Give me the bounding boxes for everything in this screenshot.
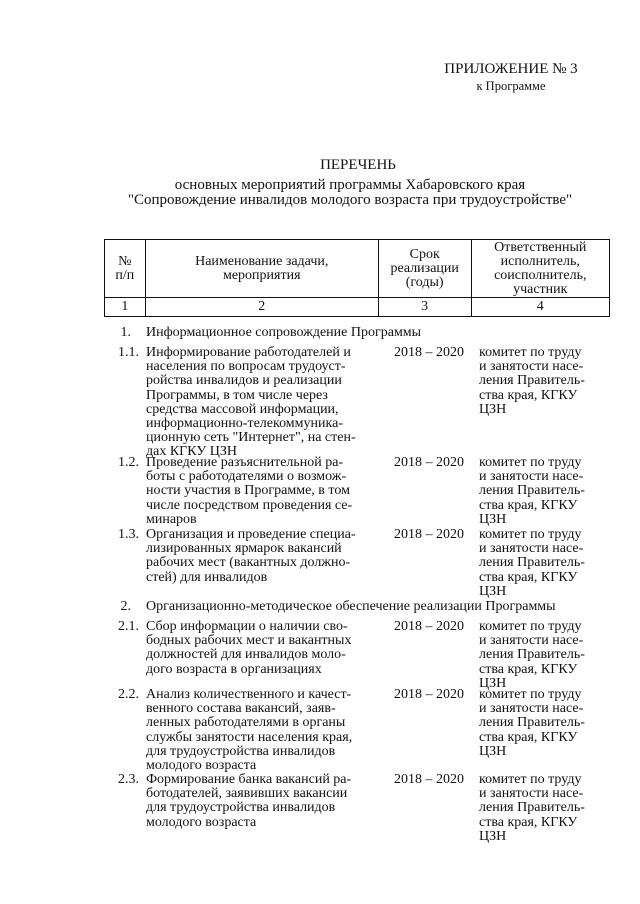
- header-responsible: [471, 240, 609, 298]
- resp-line: и занятости насе-: [479, 786, 584, 802]
- task-line: ности участия в Программе, в том: [146, 483, 350, 499]
- column-number: 1: [105, 298, 146, 317]
- resp-line: комитет по труду: [479, 772, 582, 787]
- row-years: 2018 – 2020: [394, 455, 464, 470]
- appendix-header: [436, 61, 586, 94]
- resp-line: ления Правитель-: [479, 800, 585, 816]
- row-responsible: [479, 346, 599, 417]
- column-number: 2: [145, 298, 378, 317]
- row-number: 1.1.: [118, 345, 139, 360]
- resp-line: ления Правитель-: [479, 715, 585, 731]
- task-line: Сбор информации о наличии сво-: [146, 619, 348, 634]
- table-header: [104, 239, 610, 317]
- section-title: Информационное сопровождение Программы: [146, 325, 422, 340]
- section-number: 1.: [120, 325, 131, 340]
- resp-line: и занятости насе-: [479, 359, 584, 375]
- header-line: Ответственный: [494, 239, 587, 255]
- row-responsible: [479, 773, 599, 844]
- resp-line: ства края, КГКУ: [479, 497, 578, 513]
- resp-line: ЦЗН: [479, 583, 507, 599]
- task-line: дого возраста в организациях: [146, 661, 322, 677]
- task-line: ленных работодателями в органы: [146, 715, 346, 731]
- row-task: [146, 456, 378, 527]
- task-line: венного состава вакансий, заяв-: [146, 701, 336, 717]
- appendix-subtitle: к Программе: [476, 79, 546, 93]
- subtitle-line: "Сопровождение инвалидов молодого возраста при трудоустройстве": [127, 192, 573, 208]
- task-line: населения по вопросам трудоуст-: [146, 359, 346, 375]
- task-line: Организация и проведение специа-: [146, 527, 356, 542]
- task-line: бодных рабочих мест и вакантных: [146, 633, 352, 649]
- task-line: Проведение разъяснительной ра-: [146, 455, 344, 470]
- resp-line: и занятости насе-: [479, 633, 584, 649]
- task-line: дах КГКУ ЦЗН: [146, 444, 237, 460]
- row-task: [146, 620, 378, 677]
- subtitle-line: основных мероприятий программы Хабаровского края: [174, 177, 526, 193]
- document-title: ПЕРЕЧЕНЬ: [320, 157, 396, 173]
- task-line: ботодателей, заявивших вакансии: [146, 786, 348, 802]
- task-line: средства массовой информации,: [146, 401, 339, 417]
- header-line: реализации: [390, 260, 459, 276]
- row-years: 2018 – 2020: [394, 772, 464, 787]
- row-responsible: [479, 620, 599, 691]
- header-line: №: [118, 253, 132, 269]
- row-task: [146, 688, 378, 773]
- row-years: 2018 – 2020: [394, 345, 464, 360]
- task-line: службы занятости населения края,: [146, 729, 353, 745]
- task-line: ционную сеть "Интернет", на стен-: [146, 430, 356, 446]
- column-number-row: [105, 298, 610, 317]
- task-line: ройства инвалидов и реализации: [146, 373, 342, 389]
- resp-line: ЦЗН: [479, 675, 507, 691]
- resp-line: ЦЗН: [479, 828, 507, 844]
- row-years: 2018 – 2020: [394, 687, 464, 702]
- task-line: лизированных ярмарок вакансий: [146, 541, 342, 557]
- row-number: 2.1.: [118, 619, 139, 634]
- header-line: п/п: [115, 267, 135, 283]
- task-line: молодого возраста: [146, 814, 257, 830]
- column-number: 3: [378, 298, 471, 317]
- resp-line: комитет по труду: [479, 345, 582, 360]
- row-responsible: [479, 456, 599, 527]
- resp-line: ления Правитель-: [479, 647, 585, 663]
- task-line: Формирование банка вакансий ра-: [146, 772, 352, 787]
- task-line: боты с работодателями о возмож-: [146, 469, 347, 485]
- row-years: 2018 – 2020: [394, 527, 464, 542]
- row-task: [146, 346, 378, 460]
- resp-line: ЦЗН: [479, 743, 507, 759]
- resp-line: ЦЗН: [479, 401, 507, 417]
- task-line: рабочих мест (вакантных должно-: [146, 555, 351, 571]
- resp-line: комитет по труду: [479, 619, 582, 634]
- header-num: [105, 240, 146, 298]
- resp-line: ства края, КГКУ: [479, 661, 578, 677]
- header-line: мероприятия: [222, 267, 301, 283]
- task-line: минаров: [146, 511, 197, 527]
- resp-line: комитет по труду: [479, 455, 582, 470]
- header-line: (годы): [405, 274, 444, 290]
- header-line: Наименование задачи,: [195, 253, 329, 269]
- header-name: [145, 240, 378, 298]
- row-number: 2.3.: [118, 772, 139, 787]
- header-term: [378, 240, 471, 298]
- resp-line: ства края, КГКУ: [479, 569, 578, 585]
- row-responsible: [479, 688, 599, 759]
- row-number: 2.2.: [118, 687, 139, 702]
- resp-line: комитет по труду: [479, 527, 582, 542]
- header-line: Срок: [409, 246, 440, 262]
- task-line: для трудоустройства инвалидов: [146, 800, 336, 816]
- row-task: [146, 773, 378, 830]
- resp-line: ления Правитель-: [479, 555, 585, 571]
- resp-line: ства края, КГКУ: [479, 729, 578, 745]
- task-line: молодого возраста: [146, 758, 257, 774]
- task-line: стей) для инвалидов: [146, 569, 268, 585]
- task-line: числе посредством проведения се-: [146, 497, 353, 513]
- resp-line: ства края, КГКУ: [479, 387, 578, 403]
- row-number: 1.2.: [118, 455, 139, 470]
- task-line: Информирование работодателей и: [146, 345, 351, 360]
- resp-line: ЦЗН: [479, 511, 507, 527]
- task-line: информационно-телекоммуника-: [146, 416, 343, 432]
- header-line: исполнитель,: [500, 253, 580, 269]
- header-line: участник: [513, 281, 568, 297]
- column-number: 4: [471, 298, 609, 317]
- section-title: Организационно-методическое обеспечение реализации Программы: [146, 599, 556, 614]
- resp-line: ства края, КГКУ: [479, 814, 578, 830]
- row-responsible: [479, 528, 599, 599]
- section-number: 2.: [120, 599, 131, 614]
- resp-line: и занятости насе-: [479, 469, 584, 485]
- task-line: для трудоустройства инвалидов: [146, 743, 336, 759]
- header-line: соисполнитель,: [494, 267, 587, 283]
- resp-line: комитет по труду: [479, 687, 582, 702]
- resp-line: ления Правитель-: [479, 483, 585, 499]
- task-line: должностей для инвалидов моло-: [146, 647, 346, 663]
- row-number: 1.3.: [118, 527, 139, 542]
- resp-line: и занятости насе-: [479, 701, 584, 717]
- task-line: Программы, в том числе через: [146, 387, 328, 403]
- header-row: [105, 240, 610, 298]
- task-line: Анализ количественного и качест-: [146, 687, 352, 702]
- document-subtitle: [100, 178, 600, 208]
- resp-line: и занятости насе-: [479, 541, 584, 557]
- resp-line: ления Правитель-: [479, 373, 585, 389]
- row-years: 2018 – 2020: [394, 619, 464, 634]
- appendix-title: ПРИЛОЖЕНИЕ № 3: [444, 61, 578, 77]
- row-task: [146, 528, 378, 585]
